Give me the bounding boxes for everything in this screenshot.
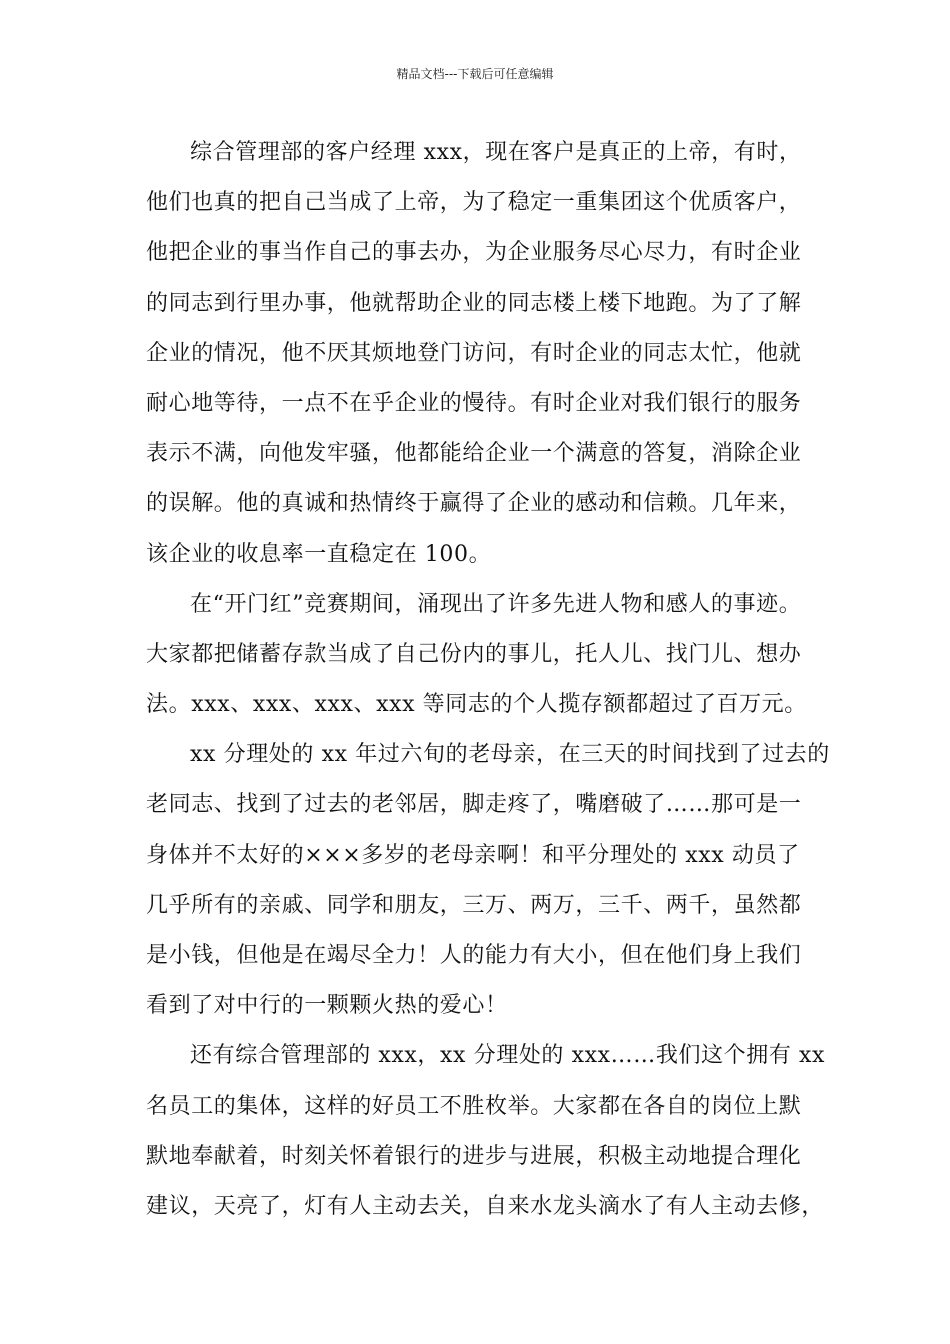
text-line: 综合管理部的客户经理 xxx，现在客户是真正的上帝，有时， xyxy=(190,140,802,165)
paragraph-1 xyxy=(146,128,846,580)
text-line: 还有综合管理部的 xxx，xx 分理处的 xxx……我们这个拥有 xx xyxy=(190,1043,826,1069)
text-line: 几乎所有的亲戚、同学和朋友，三万、两万，三千、两千，虽然都 xyxy=(146,892,802,918)
paragraph-2 xyxy=(146,580,846,731)
text-line: 法。xxx、xxx、xxx、xxx 等同志的个人揽存额都超过了百万元。 xyxy=(146,692,807,718)
text-line: 身体并不太好的×××多岁的老母亲啊！和平分理处的 xxx 动员了 xyxy=(146,842,800,868)
text-line: 的同志到行里办事，他就帮助企业的同志楼上楼下地跑。为了了解 xyxy=(146,290,802,316)
text-line: 老同志、找到了过去的老邻居，脚走疼了，嘴磨破了……那可是一 xyxy=(146,792,802,818)
text-line: 表示不满，向他发牢骚，他都能给企业一个满意的答复，消除企业 xyxy=(146,441,802,467)
text-line: 在“开门红”竞赛期间，涌现出了许多先进人物和感人的事迹。 xyxy=(190,591,802,617)
text-line: 耐心地等待，一点不在乎企业的慢待。有时企业对我们银行的服务 xyxy=(146,390,802,416)
document-body xyxy=(146,128,846,1232)
page-header: 精品文档---下载后可任意编辑 xyxy=(396,67,554,81)
text-line: 他们也真的把自己当成了上帝，为了稳定一重集团这个优质客户， xyxy=(146,190,802,216)
paragraph-4 xyxy=(146,1031,846,1232)
text-line: 建议，天亮了，灯有人主动去关，自来水龙头滴水了有人主动去修， xyxy=(146,1193,825,1219)
text-line: 他把企业的事当作自己的事去办，为企业服务尽心尽力，有时企业 xyxy=(146,240,802,266)
text-line: 大家都把储蓄存款当成了自己份内的事儿，托人儿、找门儿、想办 xyxy=(146,641,802,667)
text-line: 企业的情况，他不厌其烦地登门访问，有时企业的同志太忙，他就 xyxy=(146,340,802,366)
paragraph-3 xyxy=(146,730,846,1031)
text-line: 看到了对中行的一颗颗火热的爱心！ xyxy=(146,993,508,1019)
text-line: xx 分理处的 xx 年过六旬的老母亲，在三天的时间找到了过去的 xyxy=(190,742,830,768)
text-line: 是小钱，但他是在竭尽全力！人的能力有大小，但在他们身上我们 xyxy=(146,943,802,968)
text-line: 默地奉献着，时刻关怀着银行的进步与进展，积极主动地提合理化 xyxy=(146,1143,802,1169)
text-line: 该企业的收息率一直稳定在 100。 xyxy=(146,541,492,567)
text-line: 名员工的集体，这样的好员工不胜枚举。大家都在各自的岗位上默 xyxy=(146,1093,802,1119)
text-line: 的误解。他的真诚和热情终于赢得了企业的感动和信赖。几年来， xyxy=(146,491,802,517)
